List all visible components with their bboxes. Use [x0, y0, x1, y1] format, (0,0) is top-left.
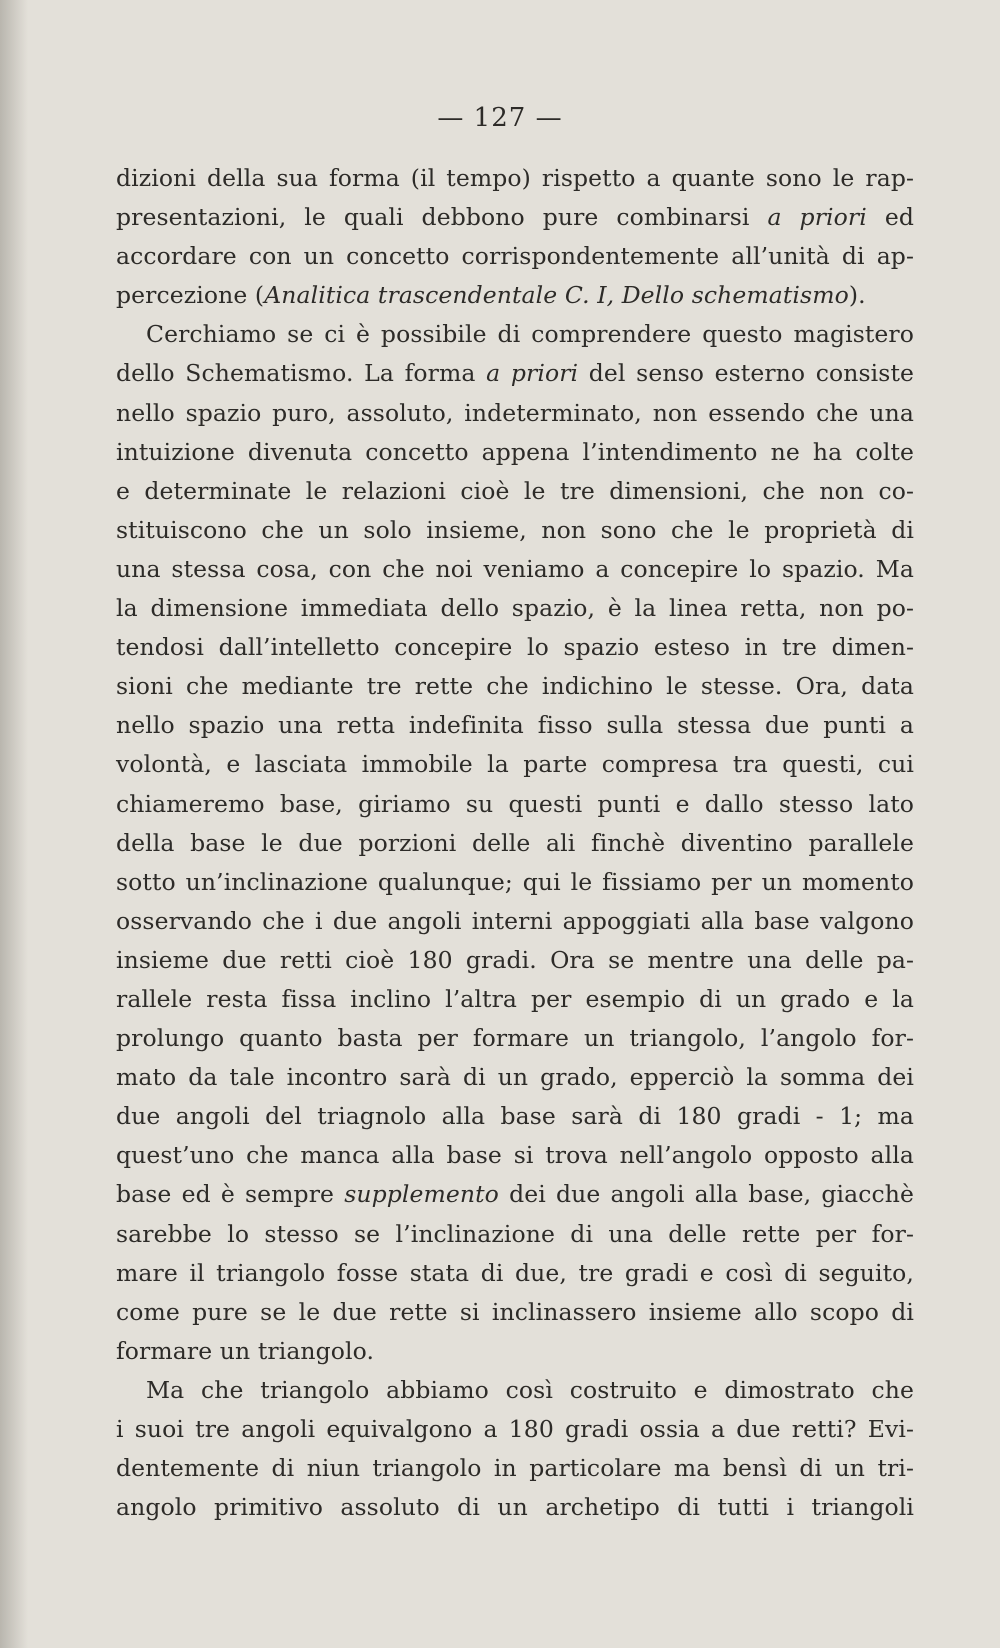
text-line: mato da tale incontro sarà di un grado, epperciò la somma dei: [116, 1063, 914, 1092]
text-segment: ed: [866, 203, 914, 232]
text-line: nello spazio puro, assoluto, indeterminato, non essendo che una: [116, 398, 914, 427]
italic-segment: a priori: [767, 203, 867, 232]
text-segment: percezione (: [116, 281, 265, 310]
italic-segment: a priori: [486, 359, 579, 388]
text-segment: presentazioni, le quali debbono pure combinarsi: [116, 203, 768, 232]
text-line: tendosi dall’intelletto concepire lo spazio esteso in tre dimen-: [116, 633, 914, 662]
text-line: quest’uno che manca alla base si trova nell’angolo opposto alla: [116, 1141, 914, 1170]
text-line: una stessa cosa, con che noi veniamo a concepire lo spazio. Ma: [116, 554, 914, 583]
text-line: volontà, e lasciata immobile la parte compresa tra questi, cui: [116, 750, 914, 779]
text-line: Ma che triangolo abbiamo così costruito e dimostrato che: [146, 1375, 914, 1404]
text-line: sarebbe lo stesso se l’inclinazione di una delle rette per for-: [116, 1219, 914, 1248]
text-line: nello spazio una retta indefinita fisso sulla stessa due punti a: [116, 711, 914, 740]
text-line: i suoi tre angoli equivalgono a 180 gradi ossia a due retti? Evi-: [116, 1415, 914, 1443]
text-line: formare un triangolo.: [116, 1336, 375, 1365]
text-line: angolo primitivo assoluto di un archetipo di tutti i triangoli: [116, 1493, 914, 1522]
text-segment: base ed è sempre: [116, 1180, 345, 1209]
text-line: insieme due retti cioè 180 gradi. Ora se mentre una delle pa-: [116, 945, 914, 974]
text-line: [116, 354, 914, 393]
text-line: sioni che mediante tre rette che indichino le stesse. Ora, data: [116, 672, 914, 701]
italic-segment: Analitica trascendentale C. I, Dello schematismo: [264, 281, 849, 310]
text-segment: ).: [848, 281, 866, 310]
text-line: [116, 276, 914, 315]
text-line: della base le due porzioni delle ali finchè diventino parallele: [116, 828, 914, 857]
italic-segment: supplemento: [344, 1180, 499, 1209]
text-line: rallele resta fissa inclino l’altra per esempio di un grado e la: [116, 984, 914, 1013]
text-line: chiameremo base, giriamo su questi punti e dallo stesso lato: [116, 789, 914, 818]
text-line: accordare con un concetto corrispondentemente all’unità di ap-: [116, 242, 914, 271]
text-line: osservando che i due angoli interni appoggiati alla base valgono: [116, 906, 914, 935]
text-line: dizioni della sua forma (il tempo) rispetto a quante sono le rap-: [116, 164, 914, 192]
text-segment: dello Schematismo. La forma: [116, 359, 487, 388]
text-line: stituiscono che un solo insieme, non sono che le proprietà di: [116, 515, 914, 544]
text-line: mare il triangolo fosse stata di due, tre gradi e così di seguito,: [116, 1258, 914, 1287]
body-text: [116, 159, 914, 1527]
text-line: dentemente di niun triangolo in particolare ma bensì di un tri-: [116, 1454, 914, 1483]
text-line: e determinate le relazioni cioè le tre dimensioni, che non co-: [116, 476, 914, 505]
page-number: — 127 —: [437, 103, 563, 133]
text-segment: dei due angoli alla base, giacchè: [498, 1180, 914, 1209]
text-line: due angoli del triagnolo alla base sarà di 180 gradi - 1; ma: [116, 1102, 914, 1131]
text-line: prolungo quanto basta per formare un triangolo, l’angolo for-: [116, 1024, 914, 1053]
text-line: [116, 198, 914, 237]
text-line: intuizione divenuta concetto appena l’intendimento ne ha colte: [116, 437, 914, 466]
text-line: la dimensione immediata dello spazio, è la linea retta, non po-: [116, 594, 914, 623]
text-segment: del senso esterno consiste: [578, 359, 914, 388]
text-line: sotto un’inclinazione qualunque; qui le fissiamo per un momento: [116, 867, 914, 896]
text-line: Cerchiamo se ci è possibile di comprendere questo magistero: [146, 320, 914, 349]
text-line: come pure se le due rette si inclinassero insieme allo scopo di: [116, 1297, 914, 1326]
text-line: [116, 1175, 914, 1214]
